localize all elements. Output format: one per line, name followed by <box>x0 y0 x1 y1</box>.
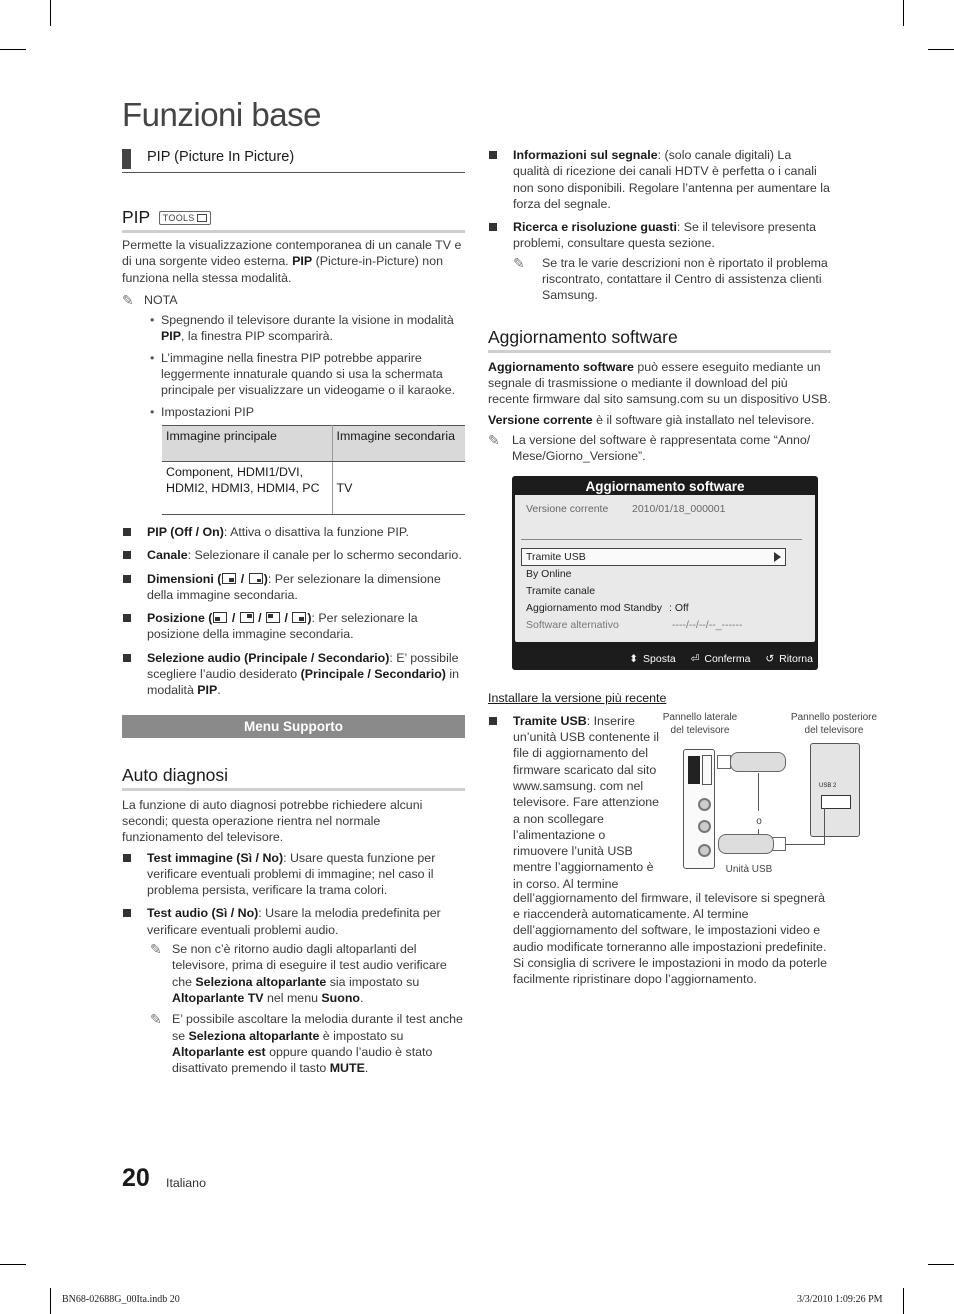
note-text: E’ possibile ascoltare la melodia durante il test anche se <box>172 1012 463 1043</box>
osd-footer <box>629 653 813 666</box>
usb-drive-icon <box>718 834 774 854</box>
install-usb-text-continued: dell’aggiornamento del firmware, il televisore si spegnerà e riaccenderà automaticamente. Al termine dell’aggiornamento del software, le impostazioni video e audio modificate torneranno alle impostazioni predefinite. Si consiglia di scrivere le impostazioni in modo da poterle facilmente ripristinare dopo l’aggiornamento. <box>513 890 828 987</box>
note-text: Spegnendo il televisore durante la visione in modalità <box>161 313 454 328</box>
usb-port-side-icon <box>702 755 712 785</box>
note-text: oppure quando l’audio è stato disattivato premendo il tasto <box>172 1044 433 1076</box>
osd-item-label: Software alternativo <box>526 619 619 632</box>
pencil-icon: ✎ <box>513 254 525 271</box>
connector-line <box>758 773 759 811</box>
autodiag-intro: La funzione di auto diagnosi potrebbe richiedere alcuni secondi; questa operazione rientra nel normale funzionamento del televisore. <box>122 797 423 845</box>
osd-item-alt <box>526 619 743 632</box>
return-icon: ↺ <box>765 653 775 666</box>
right-column <box>488 143 878 1003</box>
tools-badge-text: TOOLS <box>162 213 195 223</box>
osd-body <box>515 495 815 642</box>
note-text: nel menu <box>263 990 322 1005</box>
option-name: Informazioni sul segnale <box>513 148 658 162</box>
osd-version-value: 2010/01/18_000001 <box>632 503 726 516</box>
footer-date: 3/3/2010 1:09:26 PM <box>797 1294 883 1305</box>
option-desc: : Usare questa funzione per verificare eventuali problemi di immagine; nel caso il problema persista, verificare la trama colori. <box>147 850 436 898</box>
note-bold: Seleziona altoparlante <box>195 974 327 989</box>
pip-intro-bold: PIP <box>292 254 313 269</box>
option-desc: : Attiva o disattiva la funzione PIP. <box>223 524 409 539</box>
label-line: Pannello posteriore <box>790 711 878 723</box>
table-header-row <box>162 425 465 461</box>
osd-title: Aggiornamento software <box>585 479 745 495</box>
usb-plug-icon <box>717 755 731 769</box>
connector-line <box>786 844 824 845</box>
note-bold: Altoparlante est <box>172 1044 266 1059</box>
left-column <box>122 143 465 1081</box>
install-usb-text <box>513 713 663 892</box>
table-header: Immagine principale <box>162 425 332 461</box>
list-item <box>122 571 465 604</box>
note-text: Se tra le varie descrizioni non è riportato il problema riscontrato, contattare il Centro di assistenza clienti Samsung. <box>542 255 828 303</box>
osd-item-channel[interactable]: Tramite canale <box>526 585 596 598</box>
table-cell: TV <box>332 461 465 514</box>
tv-side-panel <box>683 749 715 869</box>
crop-mark <box>50 1288 51 1314</box>
menu-supporto-banner: Menu Supporto <box>122 715 465 738</box>
section-title: PIP (Picture In Picture) <box>147 149 295 165</box>
list-item <box>122 905 465 938</box>
label-side-panel <box>660 711 740 737</box>
osd-item-value: ----/--/--/--_------ <box>672 619 743 632</box>
position-top-right-icon <box>240 612 254 623</box>
software-update-osd <box>512 476 818 670</box>
install-section <box>488 711 878 1003</box>
av-jack-icon <box>698 844 711 857</box>
osd-version-label: Versione corrente <box>526 503 609 516</box>
option-desc: in modalità <box>147 667 459 698</box>
option-sep: / <box>254 611 266 626</box>
pip-heading-text: PIP <box>122 207 150 227</box>
option-desc: : (solo canale digitali) La qualità di ricezione dei canali HDTV è perfetta o i canali non sono disponibili. Regolare l’antenna per aumentare la forza del segnale. <box>513 148 830 211</box>
note-text: , la finestra PIP scomparirà. <box>180 329 333 344</box>
tv-back-panel <box>810 743 860 837</box>
option-desc: : E’ possibile scegliere l’audio desiderato <box>147 650 459 682</box>
pip-options-list <box>122 524 465 699</box>
option-desc: : Se il televisore presenta problemi, consultare questa sezione. <box>513 220 817 251</box>
option-name: ) <box>307 611 312 626</box>
option-desc: . <box>217 683 221 698</box>
note-text: . <box>359 990 364 1005</box>
table-cell: Component, HDMI1/DVI, HDMI2, HDMI3, HDMI4, PC <box>162 461 332 514</box>
av-jack-icon <box>698 820 711 833</box>
pip-intro-text-2: (Picture-in-Picture) non funziona nella stessa modalità. <box>122 254 443 285</box>
tools-badge <box>159 211 211 225</box>
nota-list <box>150 312 465 420</box>
right-arrow-icon <box>774 552 781 562</box>
update-para-2 <box>488 412 831 428</box>
update-note <box>488 432 831 465</box>
note-text: è impostato su <box>319 1028 404 1043</box>
crop-mark <box>903 1288 904 1314</box>
para-bold: Versione corrente <box>488 412 593 427</box>
option-name: PIP (Off / On) <box>147 524 224 539</box>
list-item <box>122 547 465 563</box>
update-para-1 <box>488 359 831 408</box>
list-item <box>150 312 465 345</box>
note-body <box>172 1011 465 1076</box>
label-back-panel <box>784 711 884 737</box>
pip-settings-table <box>162 425 465 515</box>
label-usb-drive: Unità USB <box>725 863 773 875</box>
usb-connection-diagram <box>660 711 878 883</box>
option-name: (Principale / Secondario) <box>300 667 446 682</box>
pencil-icon: ✎ <box>122 291 134 308</box>
crop-mark <box>50 0 51 26</box>
section-heading <box>122 148 465 173</box>
list-item <box>122 524 465 540</box>
option-sep: / <box>281 611 292 626</box>
table-row <box>162 461 465 514</box>
osd-item-value: : Off <box>669 602 689 615</box>
note-bold: Altoparlante TV <box>172 990 264 1005</box>
page-title: Funzioni base <box>122 96 321 133</box>
pencil-icon: ✎ <box>150 941 162 958</box>
pencil-icon: ✎ <box>488 431 500 448</box>
note-text: Se non c’è ritorno audio dagli altoparlanti del televisore, prima di eseguire il test audio verificare che <box>172 942 447 989</box>
pencil-icon: ✎ <box>150 1011 162 1028</box>
osd-version-row <box>526 503 726 516</box>
usb-drive-icon <box>730 752 786 772</box>
enter-icon: ⏎ <box>690 653 700 666</box>
update-heading: Aggiornamento software <box>488 326 831 353</box>
note-body <box>172 941 465 1006</box>
note-bold: MUTE <box>329 1061 365 1076</box>
usb-port-label: USB 2 <box>819 782 837 789</box>
page-language: Italiano <box>166 1176 206 1190</box>
list-item <box>122 850 465 899</box>
support-list <box>488 147 831 252</box>
osd-item-online[interactable]: By Online <box>526 568 572 581</box>
osd-separator <box>521 539 802 540</box>
option-desc: : Selezionare il canale per lo schermo secondario. <box>187 548 462 563</box>
trouble-note <box>513 255 831 304</box>
option-desc: : Inserire un’unità USB contenente il file di aggiornamento del firmware scaricato dal sito www.samsung. com nel televisore. Fare attenzione a non scollegare l’alimentazione o rimuovere l’unità USB mentre l’aggiornamento è in corso. Al termine <box>513 713 660 891</box>
option-name: Canale <box>147 548 188 563</box>
autodiag-note <box>150 941 465 1006</box>
para-text: è il software già installato nel televisore. <box>592 412 815 427</box>
osd-item-label: Aggiornamento mod Standby <box>526 602 663 615</box>
option-name: PIP <box>197 683 218 698</box>
list-item: • L’immagine nella finestra PIP potrebbe apparire leggermente innaturale quando si usa la schermata principale per visualizzare un videogame o il karaoke. <box>150 350 465 399</box>
osd-foot-confirm: Conferma <box>704 653 751 666</box>
label-line: del televisore <box>804 724 864 736</box>
size-large-icon <box>222 573 236 584</box>
connector-line <box>824 808 825 845</box>
note-text: La versione del software è rappresentata come “Anno/ Mese/Giorno_Versione”. <box>512 432 811 464</box>
footer-file: BN68-02688G_00Ita.indb 20 <box>62 1294 180 1305</box>
crop-mark <box>903 0 904 26</box>
crop-mark <box>928 1264 954 1265</box>
pip-intro-text: Permette la visualizzazione contemporanea di un canale TV e di una sorgente video esterna. <box>122 238 462 269</box>
crop-mark <box>0 49 26 50</box>
list-item <box>488 147 831 212</box>
connector-line <box>758 829 759 834</box>
osd-item-standby[interactable] <box>526 602 689 615</box>
position-top-left-icon <box>266 612 280 623</box>
pip-heading <box>122 206 465 233</box>
autodiag-note <box>150 1011 465 1076</box>
nota-line <box>122 292 465 308</box>
install-heading: Installare la versione più recente <box>488 691 667 706</box>
list-item: • Impostazioni PIP <box>150 404 465 420</box>
para-bold: Aggiornamento software <box>488 359 634 374</box>
crop-mark <box>0 1264 26 1265</box>
note-bold: Suono <box>321 990 360 1005</box>
position-bottom-right-icon <box>292 612 306 623</box>
para-text: può essere eseguito mediante un segnale di trasmissione o mediante il download del più recente firmware dal sito samsung.com su un dispositivo USB. <box>488 359 831 407</box>
usb-port-back-icon <box>821 795 851 809</box>
av-jack-icon <box>698 798 711 811</box>
note-bold: Seleziona altoparlante <box>188 1028 320 1043</box>
option-name: Test audio (Sì / No) <box>147 906 259 921</box>
option-name: Test immagine (Sì / No) <box>147 850 284 865</box>
note-text: . <box>364 1061 369 1076</box>
crop-mark <box>928 49 954 50</box>
table-header: Immagine secondaria <box>332 425 465 461</box>
autodiag-heading: Auto diagnosi <box>122 764 465 791</box>
usb-plug-icon <box>772 837 786 851</box>
tools-remote-icon <box>197 214 207 222</box>
autodiag-list <box>122 850 465 938</box>
list-item <box>488 219 831 252</box>
option-name: Tramite USB <box>513 713 587 728</box>
option-desc: : Per selezionare la dimensione della immagine secondaria. <box>147 571 441 602</box>
option-sep: / <box>228 611 239 626</box>
option-desc: : Per selezionare la posizione della immagine secondaria. <box>147 611 418 642</box>
option-desc: : Usare la melodia predefinita per verificare eventuali problemi audio. <box>147 906 441 937</box>
osd-foot-return: Ritorna <box>779 653 813 666</box>
label-line: Pannello laterale <box>662 711 738 723</box>
option-name: ) <box>263 571 268 586</box>
option-name: Dimensioni ( <box>147 571 222 586</box>
page-number: 20 <box>122 1164 150 1192</box>
option-name: Ricerca e risoluzione guasti <box>513 220 677 235</box>
note-text: sia impostato su <box>326 974 420 989</box>
option-name: Selezione audio (Principale / Secondario) <box>147 650 390 665</box>
note-bold: PIP <box>161 329 181 344</box>
label-line: del televisore <box>670 724 730 736</box>
osd-foot-move: Sposta <box>643 653 676 666</box>
option-sep: / <box>237 571 248 586</box>
osd-item-usb-label: Tramite USB <box>526 551 586 564</box>
updown-arrow-icon: ⬍ <box>629 653 639 666</box>
nota-label: NOTA <box>144 292 178 307</box>
hdmi-port-icon <box>688 756 700 784</box>
list-item <box>122 650 465 699</box>
section-bar <box>122 149 131 169</box>
pip-intro <box>122 237 465 286</box>
position-bottom-left-icon <box>213 612 227 623</box>
list-item <box>122 610 465 643</box>
size-small-icon <box>249 573 263 584</box>
label-or: o <box>756 815 762 827</box>
option-name: Posizione ( <box>147 611 213 626</box>
